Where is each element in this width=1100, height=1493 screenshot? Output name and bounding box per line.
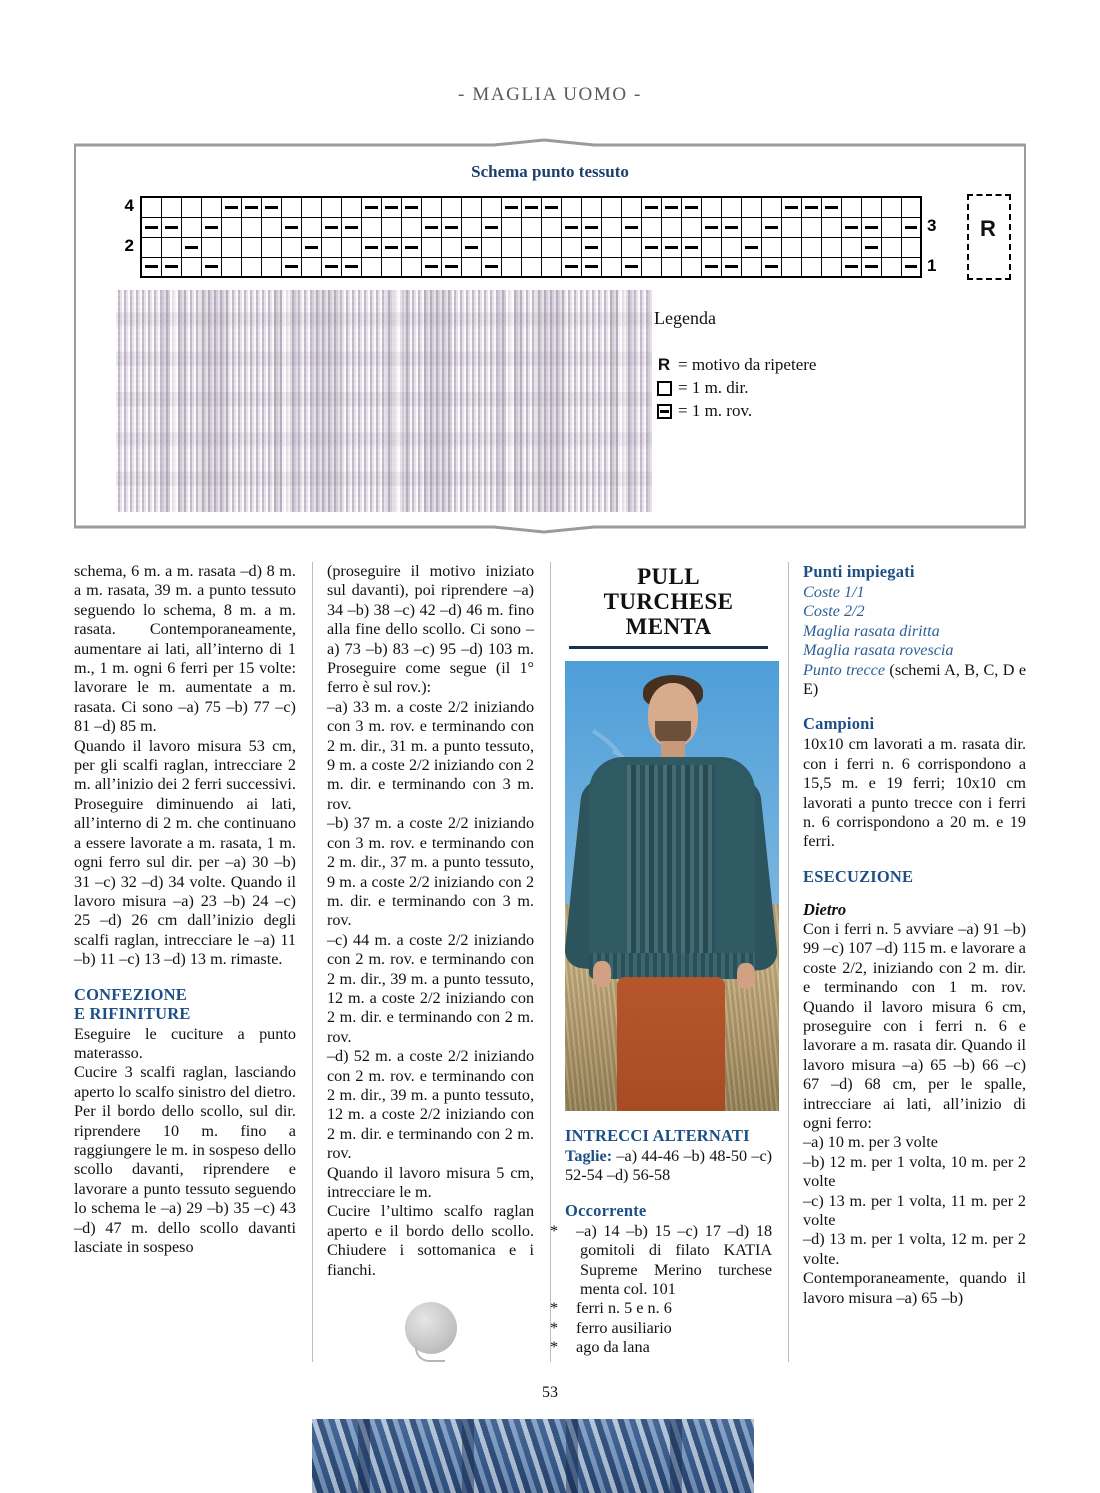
chart-cell-knit: [221, 237, 241, 257]
chart-cell-knit: [781, 257, 801, 277]
chart-cell-purl: [401, 197, 421, 217]
chart-row-label-1: 1: [927, 256, 937, 275]
chart-cell-purl: [181, 237, 201, 257]
stitch-swatch-photo: [116, 290, 652, 512]
bullet-star-icon: *: [550, 1338, 559, 1357]
chart-cell-knit: [141, 197, 161, 217]
chart-cell-purl: [321, 217, 341, 237]
chart-cell-purl: [581, 237, 601, 257]
chart-cell-knit: [501, 257, 521, 277]
chart-cell-knit: [301, 217, 321, 237]
chart-cell-purl: [381, 197, 401, 217]
chart-cell-knit: [781, 217, 801, 237]
col3-heading-occorrente: Occorrente: [565, 1200, 647, 1220]
bottom-cable-swatch-photo: [312, 1419, 754, 1493]
chart-cell-knit: [541, 237, 561, 257]
chart-cell-knit: [881, 197, 901, 217]
chart-cell-knit: [321, 197, 341, 217]
pattern-title-line1: PULL: [637, 564, 701, 589]
knit-stitch-icon: [657, 381, 672, 396]
chart-cell-knit: [901, 197, 921, 217]
stitch-item-punto-trecce-name: Punto trecce: [803, 660, 886, 679]
schema-panel: [74, 138, 1026, 538]
col2-paragraph-7: Cucire l’ultimo scalfo raglan aperto e il bordo dello scollo. Chiudere i sottomanica e i fianchi.: [326, 1202, 535, 1279]
chart-cell-knit: [381, 217, 401, 237]
chart-row-right-spacer-4: [927, 196, 951, 216]
chart-cell-purl: [901, 217, 921, 237]
panel-top-rule: [74, 138, 1026, 148]
stitch-chart: [108, 196, 951, 278]
chart-cell-knit: [641, 257, 661, 277]
chart-cell-knit: [601, 257, 621, 277]
chart-cell-knit: [621, 237, 641, 257]
chart-row: [141, 257, 921, 277]
chart-cell-knit: [901, 237, 921, 257]
stitch-item-rasata-diritta: Maglia rasata diritta: [803, 621, 940, 640]
chart-cell-purl: [861, 217, 881, 237]
chart-cell-knit: [501, 237, 521, 257]
chart-cell-purl: [721, 217, 741, 237]
col4-heading-punti: Punti impiegati: [803, 562, 915, 581]
chart-cell-knit: [881, 257, 901, 277]
chart-cell-knit: [381, 257, 401, 277]
chart-cell-purl: [861, 257, 881, 277]
chart-cell-knit: [581, 197, 601, 217]
chart-cell-knit: [461, 257, 481, 277]
swatch-row-pattern: [116, 290, 652, 512]
col1-paragraph-4: Cucire 3 scalfi raglan, lasciando aperto lo scalfo sinistro del dietro. Per il bordo dello scollo, sul dir. riprendere 10 m. fino a raggiungere le m. in sospeso dello scollo davanti, riprendere e lavorare a punto tessuto seguendo lo schema le –a) 29 –b) 35 –c) 43 –d) 47 m. dello scollo davanti lasciate in sospeso: [74, 1063, 296, 1256]
chart-cell-knit: [681, 257, 701, 277]
panel-right-border: [1024, 146, 1026, 528]
materials-item-cable-needle: [550, 1318, 772, 1338]
pattern-title-line2: TURCHESE MENTA: [603, 589, 734, 639]
schema-title: Schema punto tessuto: [471, 162, 629, 181]
chart-cell-knit: [621, 197, 641, 217]
chart-cell-knit: [421, 237, 441, 257]
chart-cell-purl: [341, 257, 361, 277]
chart-cell-purl: [421, 217, 441, 237]
chart-cell-knit: [441, 197, 461, 217]
chart-cell-knit: [181, 217, 201, 237]
chart-cell-knit: [241, 237, 261, 257]
chart-cell-knit: [521, 257, 541, 277]
chart-cell-knit: [401, 217, 421, 237]
chart-cell-knit: [341, 197, 361, 217]
chart-cell-knit: [481, 237, 501, 257]
chart-cell-purl: [621, 257, 641, 277]
legend-key-letter-r: R: [657, 355, 671, 374]
chart-cell-knit: [541, 217, 561, 237]
chart-cell-knit: [281, 197, 301, 217]
chart-cell-purl: [321, 257, 341, 277]
chart-cell-knit: [541, 257, 561, 277]
bullet-star-icon: *: [550, 1299, 559, 1318]
chart-cell-knit: [221, 217, 241, 237]
chart-cell-purl: [701, 217, 721, 237]
chart-cell-knit: [301, 197, 321, 217]
title-divider: [569, 646, 768, 649]
chart-cell-purl: [581, 257, 601, 277]
col1-heading-confezione: [74, 985, 296, 1023]
chart-row-label-4: 4: [124, 196, 134, 215]
col3-heading-intrecci: INTRECCI ALTERNATI: [565, 1126, 750, 1145]
col2-paragraph-5: –d) 52 m. a coste 2/2 iniziando con 2 m. rov. e terminando con 2 m. dir., 39 m. a punto tessuto, 12 m. a coste 2/2 iniziando con 2 m. dir. e terminando con 2 m. rov.: [326, 1047, 535, 1163]
chart-cell-purl: [161, 257, 181, 277]
model-photo: [565, 661, 779, 1111]
legend-item-knit: [654, 378, 816, 398]
chart-cell-purl: [781, 197, 801, 217]
chart-cell-knit: [721, 197, 741, 217]
chart-cell-knit: [701, 237, 721, 257]
chart-cell-purl: [661, 237, 681, 257]
materials-item-needles-text: ferri n. 5 e n. 6: [576, 1299, 672, 1318]
chart-cell-knit: [201, 237, 221, 257]
chart-cell-purl: [441, 217, 461, 237]
chart-cell-purl: [581, 217, 601, 237]
materials-item-cable-needle-text: ferro ausiliario: [576, 1318, 672, 1337]
sizes-label: Taglie:: [565, 1147, 613, 1165]
chart-cell-purl: [641, 197, 661, 217]
chart-cell-purl: [561, 217, 581, 237]
chart-cell-knit: [641, 217, 661, 237]
chart-cell-purl: [861, 237, 881, 257]
materials-list: [550, 1221, 773, 1358]
chart-row-label-3: 3: [927, 216, 937, 235]
chart-cell-knit: [601, 237, 621, 257]
column-3: [550, 562, 788, 1362]
chart-cell-purl: [421, 257, 441, 277]
chart-cell-knit: [461, 197, 481, 217]
legend-text-repeat: = motivo da ripetere: [678, 355, 817, 374]
chart-cell-purl: [741, 237, 761, 257]
stitch-item-coste-2-2: Coste 2/2: [803, 602, 865, 621]
chart-cell-purl: [481, 257, 501, 277]
chart-cell-knit: [301, 257, 321, 277]
materials-item-wool-needle-text: ago da lana: [576, 1338, 650, 1357]
chart-cell-purl: [441, 257, 461, 277]
column-4: [788, 562, 1026, 1362]
chart-cell-purl: [341, 217, 361, 237]
legend-item-repeat: [654, 355, 816, 375]
chart-cell-knit: [601, 197, 621, 217]
chart-cell-purl: [761, 217, 781, 237]
chart-cell-knit: [841, 237, 861, 257]
chart-cell-knit: [241, 217, 261, 237]
chart-cell-knit: [441, 237, 461, 257]
col4-heading-campioni: Campioni: [803, 714, 875, 734]
chart-cell-knit: [421, 197, 441, 217]
chart-cell-knit: [861, 197, 881, 217]
chart-cell-knit: [181, 197, 201, 217]
chart-cell-purl: [701, 257, 721, 277]
chart-cell-purl: [141, 217, 161, 237]
stitch-item-punto-trecce-detail: (schemi A, B, C, D e E): [803, 660, 1026, 699]
page-number: 53: [542, 1384, 558, 1401]
col2-paragraph-6: Quando il lavoro misura 5 cm, intrecciare le m.: [326, 1163, 535, 1201]
chart-cell-knit: [661, 217, 681, 237]
col1-paragraph-3: Eseguire le cuciture a punto materasso.: [74, 1024, 296, 1062]
chart-row-labels-right: [927, 196, 951, 276]
chart-row-spacer-1: [108, 256, 134, 276]
chart-cell-purl: [661, 197, 681, 217]
col4-tail-text: Contemporaneamente, quando il lavoro misura –a) 65 –b): [803, 1269, 1026, 1307]
chart-cell-knit: [821, 217, 841, 237]
col2-paragraph-4: –c) 44 m. a coste 2/2 iniziando con 2 m. rov. e terminando con 2 m. dir., 39 m. a punto tessuto, 12 m. a coste 2/2 iniziando con 2 m. dir. e terminando con 2 m. rov.: [326, 930, 535, 1046]
shoulder-line-b: –b) 12 m. per 1 volta, 10 m. per 2 volte: [803, 1152, 1026, 1191]
repeat-marker-letter: R: [980, 216, 996, 241]
legend-text-knit: = 1 m. dir.: [678, 378, 749, 397]
shoulder-line-d: –d) 13 m. per 1 volta, 12 m. per 2 volte.: [803, 1230, 1026, 1268]
article-columns: [74, 562, 1026, 1362]
chart-cell-knit: [241, 257, 261, 277]
legend-key-knit-box: [654, 381, 674, 396]
chart-cell-knit: [261, 217, 281, 237]
materials-item-needles: [550, 1299, 772, 1318]
chart-cell-purl: [281, 257, 301, 277]
chart-cell-knit: [821, 237, 841, 257]
chart-cell-purl: [481, 217, 501, 237]
chart-grid: [140, 196, 922, 278]
col2-paragraph-2: –a) 33 m. a coste 2/2 iniziando con 3 m. rov. e terminando con 2 m. dir., 31 m. a punto tessuto, 9 m. a coste 2/2 iniziando con 2 m. dir. e terminando con 3 m. rov.: [326, 697, 535, 813]
chart-cell-knit: [761, 197, 781, 217]
chart-cell-knit: [801, 237, 821, 257]
col4-subheading-dietro: Dietro: [803, 899, 847, 919]
chart-cell-purl: [301, 237, 321, 257]
column-2: [312, 562, 550, 1362]
chart-cell-purl: [221, 197, 241, 217]
chart-row: [141, 197, 921, 217]
materials-item-yarn-text: –a) 14 –b) 15 –c) 17 –d) 18 gomitoli di filato KATIA Supreme Merino turchese menta col. 101: [576, 1221, 773, 1299]
chart-row-label-2: 2: [124, 236, 134, 255]
chart-cell-purl: [841, 217, 861, 237]
stitch-item-rasata-rovescia: Maglia rasata rovescia: [803, 641, 954, 660]
bullet-star-icon: *: [550, 1221, 559, 1240]
chart-cell-purl: [161, 217, 181, 237]
chart-cell-purl: [461, 237, 481, 257]
chart-cell-knit: [341, 237, 361, 257]
chart-cell-knit: [601, 217, 621, 237]
legend-item-purl: [654, 401, 816, 421]
chart-cell-purl: [281, 217, 301, 237]
chart-cell-knit: [361, 217, 381, 237]
chart-cell-knit: [761, 237, 781, 257]
chart-cell-knit: [181, 257, 201, 277]
chart-cell-purl: [561, 257, 581, 277]
chart-cell-knit: [261, 257, 281, 277]
shoulder-line-c: –c) 13 m. per 1 volta, 11 m. per 2 volte: [803, 1191, 1026, 1229]
chart-cell-knit: [561, 197, 581, 217]
pattern-title: [565, 564, 772, 639]
back-instructions: Con i ferri n. 5 avviare –a) 91 –b) 99 –c) 107 –d) 115 m. e lavorare a coste 2/2, iniziando con 2 m. dir. e terminando con 1 m. rov. Quando il lavoro misura 6 cm, proseguire con i ferri n. 6 e lavorare a m. rasata dir. Quando il lavoro misura –a) 65 –b) 66 –c) 67 –d) 68 cm, per le spalle, intrecciare ai lati, all’inizio di ogni ferro:: [803, 919, 1026, 1132]
chart-cell-knit: [801, 217, 821, 237]
chart-cell-knit: [501, 217, 521, 237]
chart-cell-knit: [881, 217, 901, 237]
chart-cell-knit: [461, 217, 481, 237]
chart-cell-purl: [641, 237, 661, 257]
chart-row-labels-left: [108, 196, 134, 276]
stitch-item-punto-trecce: [803, 661, 1026, 700]
chart-cell-knit: [481, 197, 501, 217]
sizes-value: –a) 44-46 –b) 48-50 –c) 52-54 –d) 56-58: [565, 1147, 773, 1185]
legend-key-purl-box: [654, 404, 674, 419]
yarn-ball-ornament-icon: [405, 1302, 457, 1354]
col1-paragraph-2: Quando il lavoro misura 53 cm, per gli scalfi raglan, intrecciare 2 m. all’inizio dei 2 ferri successivi. Proseguire diminuendo ai lati, all’interno di 2 m. che continuano a essere lavorate a m. rasata, 1 m. ogni ferro sul dir. per –a) 30 –b) 31 –c) 32 –d) 34 volte. Quando il lavoro misura –a) 23 –b) 24 –c) 25 –d) 26 cm dall’inizio degli scalfi raglan, intrecciare le –a) 11 –b) 11 –c) 13 –d) 13 m. rimaste.: [74, 736, 296, 969]
chart-cell-knit: [161, 237, 181, 257]
sizes-line: [565, 1147, 772, 1186]
col1-paragraph-1: schema, 6 m. a m. rasata –d) 8 m. a m. rasata, 39 m. a punto tessuto seguendo lo schema, 8 m. a m. rasata. Contemporaneamente, aumentare ai lati, all’interno di 1 m., 1 m. ogni 6 ferri per 15 volte: lavorare le m. aumentate a m. rasata. Ci sono –a) 75 –b) 77 –c) 81 –d) 85 m.: [74, 562, 296, 736]
chart-cell-knit: [361, 257, 381, 277]
chart-legend: [654, 308, 816, 424]
chart-cell-purl: [821, 197, 841, 217]
chart-cell-purl: [521, 197, 541, 217]
col2-paragraph-3: –b) 37 m. a coste 2/2 iniziando con 3 m. rov. e terminando con 2 m. dir., 37 m. a punto tessuto, 9 m. a coste 2/2 iniziando con 2 m. dir. e terminando con 3 m. rov.: [326, 814, 535, 930]
chart-row-spacer-3: [108, 216, 134, 236]
chart-cell-purl: [361, 197, 381, 217]
chart-cell-knit: [561, 237, 581, 257]
chart-cell-purl: [361, 237, 381, 257]
chart-cell-purl: [721, 257, 741, 277]
chart-cell-knit: [401, 257, 421, 277]
panel-bottom-rule: [74, 524, 1026, 534]
chart-cell-knit: [701, 197, 721, 217]
chart-cell-purl: [901, 257, 921, 277]
chart-cell-knit: [841, 197, 861, 217]
chart-cell-knit: [741, 197, 761, 217]
photo-model-right-hand: [737, 963, 755, 989]
chart-row: [141, 217, 921, 237]
chart-cell-purl: [261, 197, 281, 217]
chart-cell-knit: [221, 257, 241, 277]
gauge-text: 10x10 cm lavorati a m. rasata dir. con i ferri n. 6 corrispondono a 15,5 m. e 19 ferri; 10x10 cm lavorati a punto trecce con i ferri n. 6 corrispondono a 20 m. e 19 ferri.: [803, 735, 1026, 851]
stitch-item-coste-1-1: Coste 1/1: [803, 583, 865, 601]
chart-cell-purl: [501, 197, 521, 217]
photo-sweater-cable-panel: [627, 765, 715, 955]
chart-row: [141, 237, 921, 257]
chart-cell-knit: [161, 197, 181, 217]
chart-cell-knit: [741, 217, 761, 237]
purl-stitch-icon: [657, 404, 672, 419]
photo-model-trousers: [617, 977, 725, 1111]
chart-cell-purl: [541, 197, 561, 217]
chart-cell-purl: [681, 237, 701, 257]
photo-sweater-hem-rib: [589, 953, 755, 979]
chart-row-right-spacer-2: [927, 236, 951, 256]
materials-item-wool-needle: [550, 1338, 772, 1357]
legend-title: Legenda: [654, 308, 716, 328]
chart-cell-knit: [521, 237, 541, 257]
bullet-star-icon: *: [550, 1318, 559, 1337]
running-head: - MAGLIA UOMO -: [458, 84, 642, 105]
chart-cell-knit: [881, 237, 901, 257]
col1-heading-line1: CONFEZIONE: [74, 984, 187, 1004]
panel-left-border: [74, 146, 76, 528]
chart-cell-knit: [781, 237, 801, 257]
chart-cell-knit: [821, 257, 841, 277]
chart-cell-knit: [661, 257, 681, 277]
materials-item-yarn: [550, 1221, 773, 1300]
chart-cell-knit: [141, 237, 161, 257]
chart-cell-purl: [621, 217, 641, 237]
chart-cell-knit: [681, 217, 701, 237]
chart-cell-purl: [381, 237, 401, 257]
chart-cell-knit: [801, 257, 821, 277]
col2-paragraph-1: (proseguire il motivo iniziato sul davanti), poi riprendere –a) 34 –b) 38 –c) 42 –d) 46 m. fino alla fine dello scollo. Ci sono –a) 73 –b) 83 –c) 95 –d) 103 m. Proseguire come segue (il 1° ferro è sul rov.):: [326, 562, 535, 697]
chart-cell-purl: [761, 257, 781, 277]
col4-heading-esecuzione: ESECUZIONE: [803, 866, 914, 886]
photo-model-left-hand: [593, 961, 611, 987]
bottom-swatch-columns: [312, 1419, 754, 1493]
chart-cell-purl: [801, 197, 821, 217]
chart-cell-knit: [281, 237, 301, 257]
chart-cell-purl: [841, 257, 861, 277]
legend-text-purl: = 1 m. rov.: [678, 401, 753, 420]
chart-cell-purl: [681, 197, 701, 217]
shoulder-line-a: –a) 10 m. per 3 volte: [803, 1133, 938, 1152]
chart-cell-purl: [241, 197, 261, 217]
chart-cell-purl: [141, 257, 161, 277]
col1-heading-line2: E RIFINITURE: [74, 1003, 191, 1023]
chart-cell-knit: [721, 237, 741, 257]
chart-cell-purl: [201, 257, 221, 277]
chart-cell-knit: [261, 237, 281, 257]
chart-cell-knit: [521, 217, 541, 237]
chart-cell-knit: [321, 237, 341, 257]
column-1: [74, 562, 312, 1362]
chart-cell-knit: [201, 197, 221, 217]
chart-cell-purl: [401, 237, 421, 257]
chart-cell-knit: [741, 257, 761, 277]
chart-cell-purl: [201, 217, 221, 237]
